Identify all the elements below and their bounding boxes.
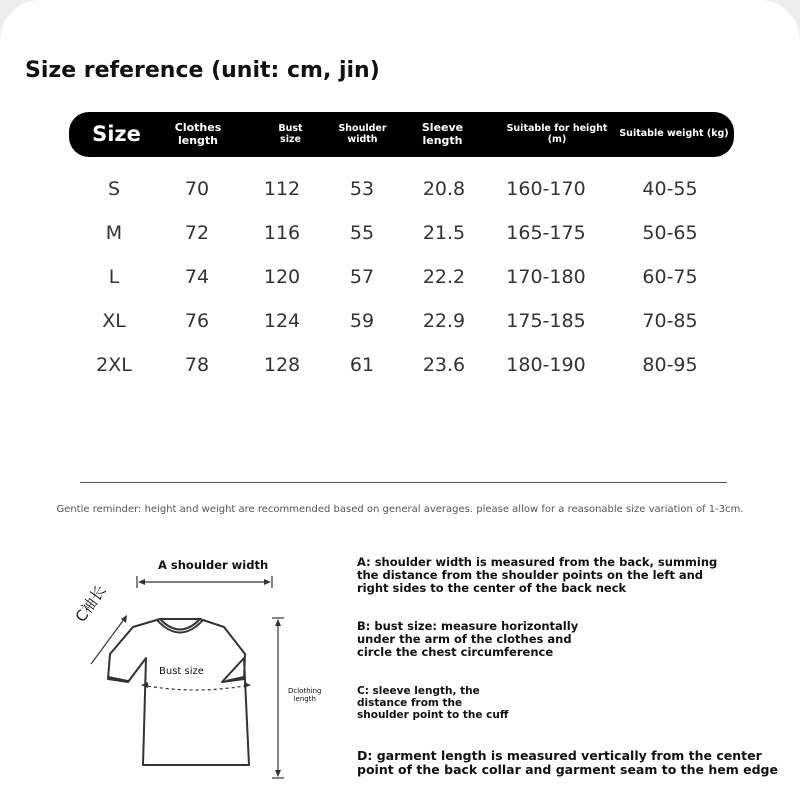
label-clothing-length: Dclothing length bbox=[288, 687, 322, 704]
section-divider bbox=[80, 482, 727, 483]
cell-height: 160-170 bbox=[506, 178, 586, 200]
table-row bbox=[0, 218, 800, 248]
header-size: Size bbox=[92, 121, 141, 146]
cell-sleeve-length: 22.2 bbox=[422, 266, 466, 288]
description-shoulder-width: A: shoulder width is measured from the back, summing the distance from the shoulder points on the left and right sides to the center of the back neck bbox=[357, 555, 718, 596]
shoulder-width-arrow bbox=[137, 576, 272, 588]
cell-height: 170-180 bbox=[506, 266, 586, 288]
cell-size: L bbox=[108, 266, 120, 288]
cell-clothes-length: 76 bbox=[184, 310, 210, 332]
header-sleeve-length: Sleeve length bbox=[421, 121, 464, 147]
size-reminder: Gentle reminder: height and weight are recommended based on general averages. please allow for a reasonable size variation of 1-3cm. bbox=[56, 504, 744, 515]
description-bust-size: B: bust size: measure horizontally under the arm of the clothes and circle the chest circumference bbox=[357, 619, 579, 660]
cell-weight: 50-65 bbox=[642, 222, 698, 244]
table-row bbox=[0, 306, 800, 336]
cell-bust-size: 120 bbox=[263, 266, 301, 288]
header-suitable-weight: Suitable weight (kg) bbox=[619, 128, 729, 140]
cell-weight: 40-55 bbox=[642, 178, 698, 200]
cell-weight: 60-75 bbox=[642, 266, 698, 288]
clothing-length-arrow bbox=[272, 618, 284, 778]
bust-line bbox=[141, 682, 251, 690]
cell-sleeve-length: 21.5 bbox=[422, 222, 466, 244]
tshirt-outline bbox=[108, 619, 249, 765]
cell-clothes-length: 70 bbox=[184, 178, 210, 200]
cell-weight: 80-95 bbox=[642, 354, 698, 376]
header-bust-size: Bust size bbox=[278, 123, 303, 145]
table-header bbox=[69, 112, 734, 157]
cell-size: XL bbox=[102, 310, 126, 332]
cell-size: S bbox=[107, 178, 121, 200]
measurement-diagram bbox=[0, 540, 800, 800]
table-row bbox=[0, 174, 800, 204]
cell-clothes-length: 74 bbox=[184, 266, 210, 288]
cell-sleeve-length: 20.8 bbox=[422, 178, 466, 200]
cell-shoulder-width: 61 bbox=[349, 354, 375, 376]
cell-clothes-length: 72 bbox=[184, 222, 210, 244]
cell-bust-size: 124 bbox=[263, 310, 301, 332]
label-sleeve-length: C袖长 bbox=[71, 581, 110, 626]
label-shoulder-width: A shoulder width bbox=[158, 558, 269, 572]
cell-height: 175-185 bbox=[506, 310, 586, 332]
header-suitable-height: Suitable for height (m) bbox=[506, 123, 608, 145]
cell-shoulder-width: 55 bbox=[349, 222, 375, 244]
cell-shoulder-width: 57 bbox=[349, 266, 375, 288]
cell-bust-size: 112 bbox=[263, 178, 301, 200]
label-bust-size: Bust size bbox=[159, 666, 204, 677]
description-garment-length: D: garment length is measured vertically from the center point of the back collar and garment seam to the hem edge bbox=[357, 748, 778, 778]
cell-sleeve-length: 22.9 bbox=[422, 310, 466, 332]
table-row bbox=[0, 350, 800, 380]
cell-clothes-length: 78 bbox=[184, 354, 210, 376]
cell-bust-size: 116 bbox=[263, 222, 301, 244]
cell-shoulder-width: 53 bbox=[349, 178, 375, 200]
header-shoulder-width: Shoulder width bbox=[338, 123, 387, 145]
table-row bbox=[0, 262, 800, 292]
cell-size: M bbox=[105, 222, 123, 244]
header-clothes-length: Clothes length bbox=[174, 121, 222, 147]
cell-height: 165-175 bbox=[506, 222, 586, 244]
cell-height: 180-190 bbox=[506, 354, 586, 376]
cell-size: 2XL bbox=[96, 354, 132, 376]
cell-weight: 70-85 bbox=[642, 310, 698, 332]
cell-shoulder-width: 59 bbox=[349, 310, 375, 332]
page-title: Size reference (unit: cm, jin) bbox=[25, 58, 380, 83]
cell-bust-size: 128 bbox=[263, 354, 301, 376]
description-sleeve-length: C: sleeve length, the distance from the shoulder point to the cuff bbox=[357, 685, 509, 722]
cell-sleeve-length: 23.6 bbox=[422, 354, 466, 376]
